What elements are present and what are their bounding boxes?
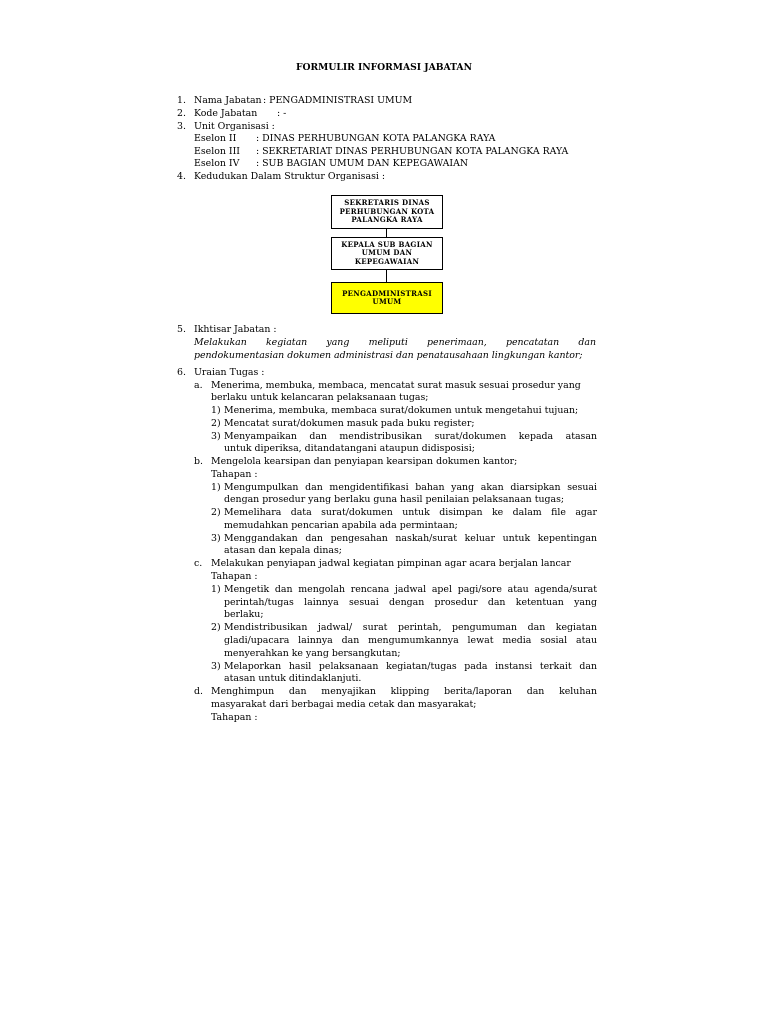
unit-organisasi-label: Unit Organisasi : <box>194 121 275 132</box>
eselon-2-value: : DINAS PERHUBUNGAN KOTA PALANGKA RAYA <box>256 133 496 144</box>
step-marker: 2) <box>211 507 221 518</box>
kode-jabatan-value: : - <box>277 108 287 119</box>
ikhtisar-text-line: pendokumentasian dokumen administrasi dan penatausahaan lingkungan kantor; <box>194 350 583 361</box>
kedudukan-label: Kedudukan Dalam Struktur Organisasi : <box>194 171 386 182</box>
org-box-sekretaris: SEKRETARIS DINAS PERHUBUNGAN KOTA PALANGKA RAYA <box>331 195 443 229</box>
ikhtisar-text-line: Melakukan kegiatan yang meliputi penerimaan, pencatatan dan <box>194 337 596 348</box>
org-box-pengadministrasi: PENGADMINISTRASI UMUM <box>331 282 443 314</box>
form-title: FORMULIR INFORMASI JABATAN <box>296 62 472 73</box>
step-text-line: Menggandakan dan pengesahan naskah/surat keluar untuk kepentingan <box>224 533 597 544</box>
item-number-5: 5. <box>177 324 186 335</box>
step-text-line: gladi/upacara lainnya dan mengumumkannya lewat media sosial atau <box>224 635 597 646</box>
item-number-2: 2. <box>177 108 186 119</box>
step-marker: 2) <box>211 418 221 429</box>
item-number-4: 4. <box>177 171 186 182</box>
task-text-line: berlaku untuk kelancaran pelaksanaan tugas; <box>211 392 429 403</box>
step-text-line: untuk diperiksa, ditandatangani ataupun didisposisi; <box>224 443 475 454</box>
nama-jabatan-value: : PENGADMINISTRASI UMUM <box>263 95 413 106</box>
eselon-3-value: : SEKRETARIAT DINAS PERHUBUNGAN KOTA PALANGKA RAYA <box>256 146 569 157</box>
step-text-line: atasan dan kepala dinas; <box>224 545 342 556</box>
step-text-line: Melaporkan hasil pelaksanaan kegiatan/tugas pada instansi terkait dan <box>224 661 597 672</box>
tahapan-label: Tahapan : <box>211 469 258 480</box>
tahapan-label: Tahapan : <box>211 571 258 582</box>
task-text-line: Menerima, membuka, membaca, mencatat surat masuk sesuai prosedur yang <box>211 380 581 391</box>
step-marker: 3) <box>211 533 221 544</box>
task-text-line: Melakukan penyiapan jadwal kegiatan pimpinan agar acara berjalan lancar <box>211 558 571 569</box>
tahapan-label: Tahapan : <box>211 712 258 723</box>
step-text-line: Menerima, membuka, membaca surat/dokumen untuk mengetahui tujuan; <box>224 405 579 416</box>
uraian-tugas-label: Uraian Tugas : <box>194 367 265 378</box>
eselon-3-label: Eselon III <box>194 146 240 157</box>
step-text-line: dengan prosedur yang berlaku guna hasil penilaian pelaksanaan tugas; <box>224 494 565 505</box>
org-connector-1 <box>386 229 387 237</box>
step-marker: 1) <box>211 482 221 493</box>
org-box-kasubag: KEPALA SUB BAGIAN UMUM DAN KEPEGAWAIAN <box>331 237 443 270</box>
step-text-line: atasan untuk ditindaklanjuti. <box>224 673 362 684</box>
task-marker: c. <box>194 558 203 569</box>
step-text-line: Mencatat surat/dokumen masuk pada buku register; <box>224 418 475 429</box>
task-marker: d. <box>194 686 203 697</box>
step-text-line: Mengetik dan mengolah rencana jadwal apel pagi/sore atau agenda/surat <box>224 584 597 595</box>
step-text-line: perintah/tugas lainnya sesuai dengan prosedur dan ketentuan yang <box>224 597 597 608</box>
step-text-line: Memelihara data surat/dokumen untuk disimpan ke dalam file agar <box>224 507 597 518</box>
step-marker: 3) <box>211 431 221 442</box>
eselon-2-label: Eselon II <box>194 133 237 144</box>
org-connector-2 <box>386 270 387 282</box>
item-number-1: 1. <box>177 95 186 106</box>
eselon-4-label: Eselon IV <box>194 158 240 169</box>
item-number-6: 6. <box>177 367 186 378</box>
step-text-line: memudahkan pencarian apabila ada permintaan; <box>224 520 458 531</box>
task-text-line: Menghimpun dan menyajikan klipping berita/laporan dan keluhan <box>211 686 597 697</box>
ikhtisar-label: Ikhtisar Jabatan : <box>194 324 277 335</box>
item-number-3: 3. <box>177 121 186 132</box>
eselon-4-value: : SUB BAGIAN UMUM DAN KEPEGAWAIAN <box>256 158 469 169</box>
step-text-line: menyerahkan ke yang bersangkutan; <box>224 648 401 659</box>
task-marker: a. <box>194 380 203 391</box>
step-text-line: Mengumpulkan dan mengidentifikasi bahan yang akan diarsipkan sesuai <box>224 482 597 493</box>
step-marker: 1) <box>211 584 221 595</box>
kode-jabatan-label: Kode Jabatan <box>194 108 258 119</box>
nama-jabatan-label: Nama Jabatan <box>194 95 262 106</box>
task-marker: b. <box>194 456 203 467</box>
task-text-line: Mengelola kearsipan dan penyiapan kearsipan dokumen kantor; <box>211 456 518 467</box>
step-marker: 2) <box>211 622 221 633</box>
step-marker: 1) <box>211 405 221 416</box>
step-text-line: Menyampaikan dan mendistribusikan surat/dokumen kepada atasan <box>224 431 597 442</box>
step-marker: 3) <box>211 661 221 672</box>
task-text-line: masyarakat dari berbagai media cetak dan masyarakat; <box>211 699 477 710</box>
step-text-line: Mendistribusikan jadwal/ surat perintah, pengumuman dan kegiatan <box>224 622 597 633</box>
step-text-line: berlaku; <box>224 609 264 620</box>
